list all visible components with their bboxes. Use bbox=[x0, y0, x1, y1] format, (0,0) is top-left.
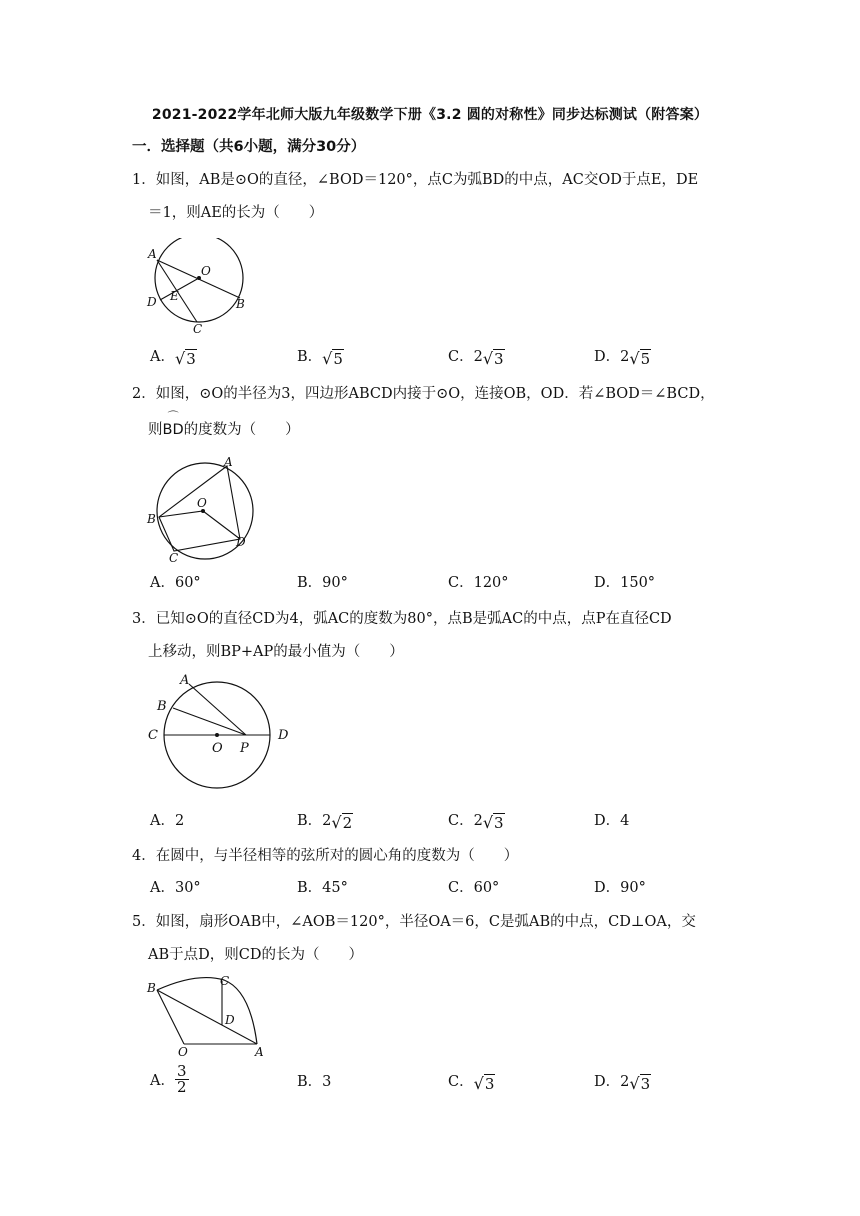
option-a[interactable]: A．60° bbox=[150, 575, 201, 591]
option-a[interactable]: A． $\frac{3}{2}$ bbox=[150, 1062, 187, 1096]
option-b[interactable]: B．2√2 bbox=[297, 813, 353, 832]
option-c[interactable]: C．√3 bbox=[448, 1074, 495, 1093]
label-d: D bbox=[278, 728, 289, 743]
option-d[interactable]: D．90° bbox=[594, 880, 646, 896]
label-c: C bbox=[169, 551, 179, 565]
label-c: C bbox=[148, 728, 158, 743]
option-b[interactable]: B．90° bbox=[297, 575, 348, 591]
label-e: E bbox=[170, 289, 179, 303]
label-a: A bbox=[180, 673, 190, 688]
option-c[interactable]: C．2√3 bbox=[448, 349, 504, 368]
label-p: P bbox=[240, 741, 249, 756]
question-1-options bbox=[150, 345, 750, 369]
label-a: A bbox=[148, 247, 157, 261]
question-2-options bbox=[150, 571, 750, 595]
option-c[interactable]: C．2√3 bbox=[448, 813, 504, 832]
label-d: D bbox=[147, 295, 157, 309]
center-point bbox=[215, 733, 219, 737]
option-d[interactable]: D．2√5 bbox=[594, 349, 651, 368]
label-d: D bbox=[236, 535, 246, 549]
question-5-options bbox=[150, 1062, 750, 1104]
question-3-text-line-1: 3．已知⊙O的直径CD为4，弧AC的度数为80°，点B是弧AC的中点，点P在直径CD bbox=[132, 611, 672, 627]
question-4-text: 4．在圆中，与半径相等的弦所对的圆心角的度数为（ ） bbox=[132, 848, 519, 864]
option-c[interactable]: C．120° bbox=[448, 575, 509, 591]
label-c: C bbox=[193, 322, 203, 336]
section-heading: 一．选择题（共6小题，满分30分） bbox=[132, 139, 366, 155]
label-a: A bbox=[255, 1045, 264, 1059]
option-c[interactable]: C．60° bbox=[448, 880, 500, 896]
question-5-text-line-2: AB于点D，则CD的长为（ ） bbox=[148, 947, 363, 963]
arc-ab bbox=[157, 978, 257, 1044]
segment-ap bbox=[189, 684, 246, 735]
page-title: 2021-2022学年北师大版九年级数学下册《3.2 圆的对称性》同步达标测试（附答案） bbox=[151, 107, 709, 123]
chord-ab bbox=[157, 990, 257, 1044]
question-2-text-line-2: 则 ⌒ BD的度数为（ ） bbox=[148, 414, 748, 447]
label-o: O bbox=[178, 1045, 188, 1059]
segment-bp bbox=[173, 708, 246, 735]
option-a[interactable]: A．30° bbox=[150, 880, 201, 896]
radius-ob bbox=[157, 990, 184, 1044]
label-b: B bbox=[236, 297, 245, 311]
question-1-text-line-1: 1．如图，AB是⊙O的直径，∠BOD＝120°，点C为弧BD的中点，AC交OD于点E，DE bbox=[132, 172, 699, 188]
option-d[interactable]: D．2√3 bbox=[594, 1074, 651, 1093]
option-a[interactable]: A．2 bbox=[150, 813, 185, 829]
option-a[interactable]: A．√3 bbox=[150, 349, 196, 368]
option-b[interactable]: B．3 bbox=[297, 1074, 332, 1090]
arc-bd: ⌒ BD bbox=[162, 410, 184, 438]
radii-ob-od bbox=[159, 511, 240, 539]
radius-od bbox=[160, 278, 199, 300]
label-d: D bbox=[225, 1013, 235, 1027]
label-b: B bbox=[147, 512, 156, 526]
question-2-figure bbox=[142, 455, 262, 565]
option-b[interactable]: B．√5 bbox=[297, 349, 343, 368]
label-o: O bbox=[212, 741, 223, 756]
label-b: B bbox=[157, 699, 167, 714]
question-3-text-line-2: 上移动，则BP+AP的最小值为（ ） bbox=[148, 644, 404, 660]
option-d[interactable]: D．4 bbox=[594, 813, 630, 829]
option-d[interactable]: D．150° bbox=[594, 575, 656, 591]
question-5-text-line-1: 5．如图，扇形OAB中，∠AOB＝120°，半径OA＝6，C是弧AB的中点，CD⊥OA，交 bbox=[132, 914, 696, 930]
question-3-options bbox=[150, 809, 750, 833]
question-2-text-line-1: 2．如图，⊙O的半径为3，四边形ABCD内接于⊙O，连接OB，OD．若∠BOD＝∠BCD， bbox=[132, 386, 715, 402]
question-3-figure bbox=[142, 672, 297, 792]
option-b[interactable]: B．45° bbox=[297, 880, 348, 896]
label-b: B bbox=[147, 981, 156, 995]
label-a: A bbox=[224, 455, 233, 469]
question-4-options bbox=[150, 876, 750, 900]
label-c: C bbox=[220, 974, 230, 988]
question-1-text-line-2: ＝1，则AE的长为（ ） bbox=[148, 205, 324, 221]
question-1-figure bbox=[142, 238, 252, 338]
label-o: O bbox=[201, 264, 211, 278]
label-o: O bbox=[197, 496, 207, 510]
question-5-figure bbox=[142, 974, 272, 1060]
